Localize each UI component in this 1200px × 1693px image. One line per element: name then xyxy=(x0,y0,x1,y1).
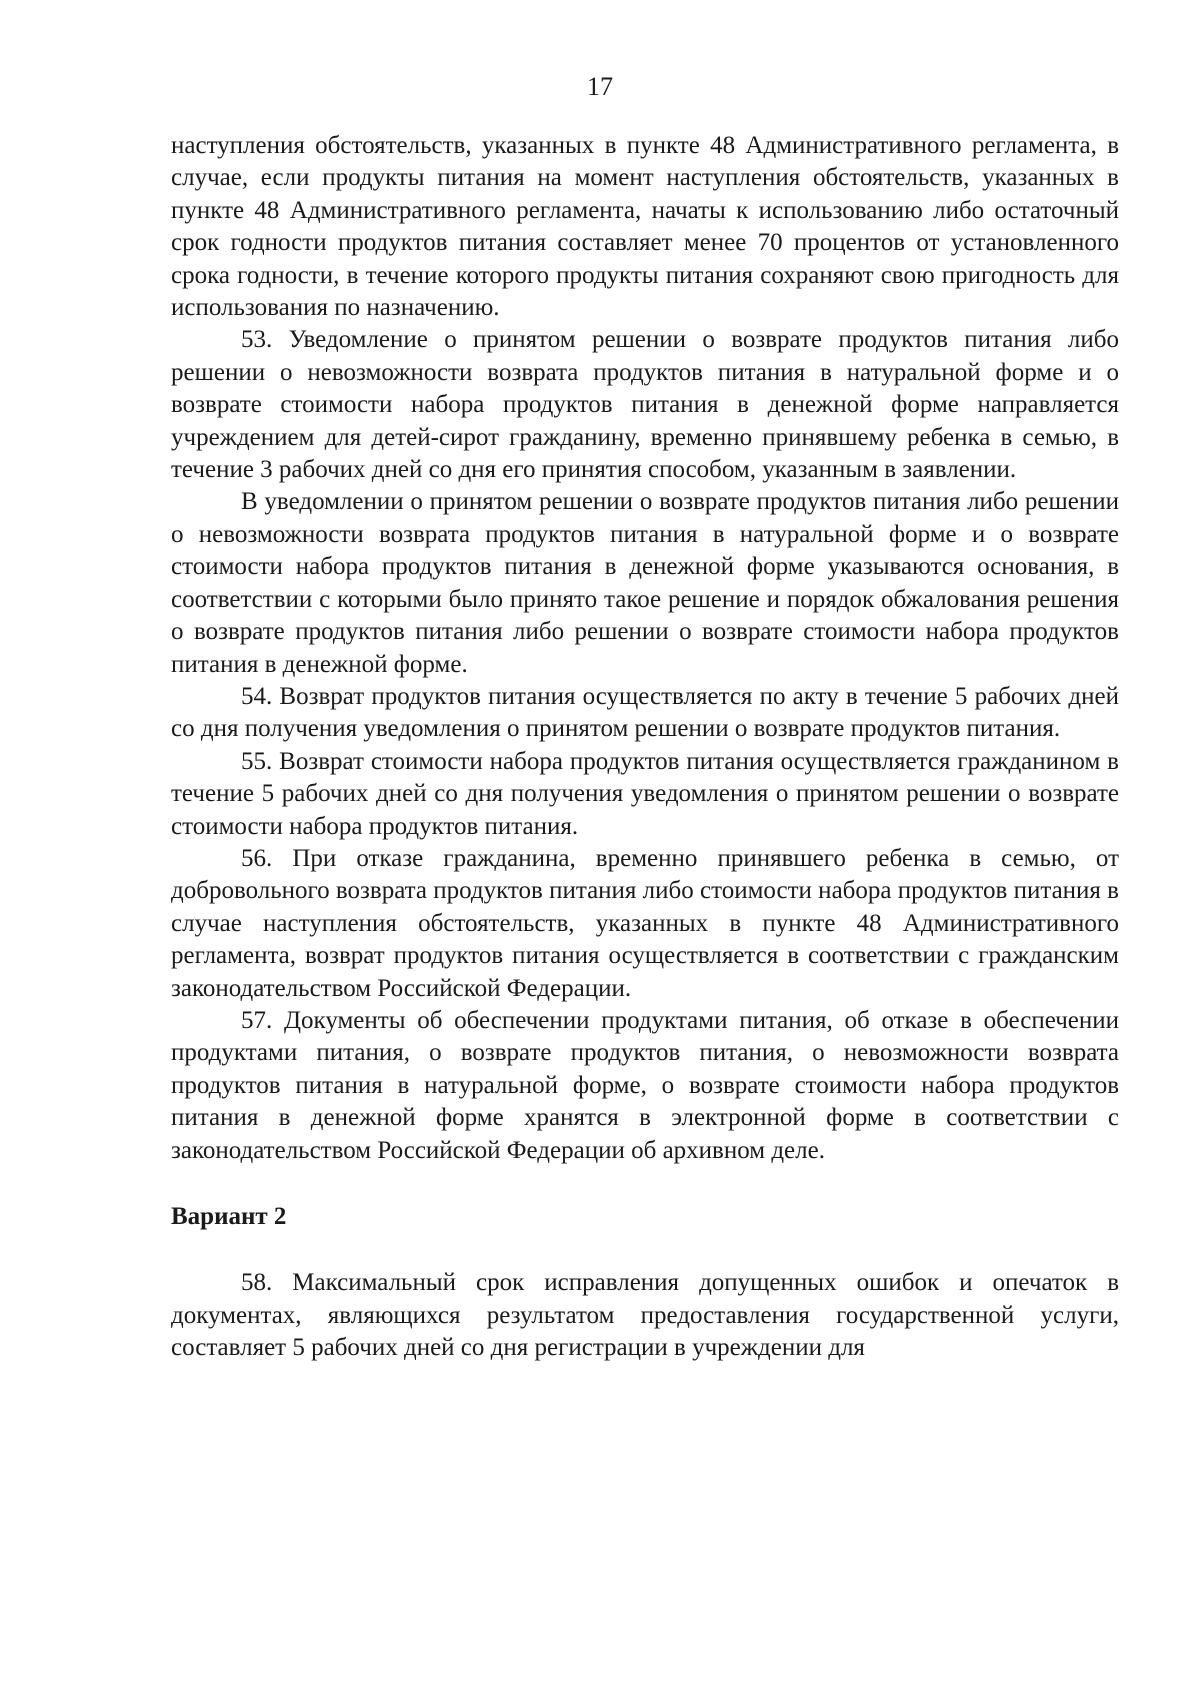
paragraph-56: 56. При отказе гражданина, временно принявшего ребенка в семью, от добровольного возврата продуктов питания либо стоимости набора продуктов питания в случае наступления обстоятельств, указанных в пункте 48 Административного регламента, возврат продуктов питания осуществляется в соответствии с гражданским законодательством Российской Федерации. xyxy=(171,844,1119,1002)
paragraph-53: 53. Уведомление о принятом решении о возврате продуктов питания либо решении о невозможности возврата продуктов питания в натуральной форме и о возврате стоимости набора продуктов питания в денежной форме направляется учреждением для детей-сирот гражданину, временно принявшему ребенка в семью, в течение 3 рабочих дней со дня его принятия способом, указанным в заявлении. xyxy=(171,326,1119,484)
paragraph-54: 54. Возврат продуктов питания осуществляется по акту в течение 5 рабочих дней со дня получения уведомления о принятом решении о возврате продуктов питания. xyxy=(171,682,1119,743)
paragraph-55: 55. Возврат стоимости набора продуктов питания осуществляется гражданином в течение 5 рабочих дней со дня получения уведомления о принятом решении о возврате стоимости набора продуктов питания. xyxy=(171,747,1119,840)
section-heading: Вариант 2 xyxy=(171,1203,287,1230)
paragraph-continuation: наступления обстоятельств, указанных в пункте 48 Административного регламента, в случае, если продукты питания на момент наступления обстоятельств, указанных в пункте 48 Административного регламента, начаты к использованию либо остаточный срок годности продуктов питания составляет менее 70 процентов от установленного срока годности, в течение которого продукты питания сохраняют свою пригодность для использования по назначению. xyxy=(171,132,1119,322)
paragraph-notification-content: В уведомлении о принятом решении о возврате продуктов питания либо решении о невозможности возврата продуктов питания в натуральной форме и о возврате стоимости набора продуктов питания в денежной форме указываются основания, в соответствии с которыми было принято такое решение и порядок обжалования решения о возврате продуктов питания либо решении о возврате стоимости набора продуктов питания в денежной форме. xyxy=(171,488,1119,678)
paragraph-58: 58. Максимальный срок исправления допущенных ошибок и опечаток в документах, являющихся результатом предоставления государственной услуги, составляет 5 рабочих дней со дня регистрации в учреждении для xyxy=(171,1269,1119,1362)
paragraph-57: 57. Документы об обеспечении продуктами питания, об отказе в обеспечении продуктами питания, о возврате продуктов питания, о невозможности возврата продуктов питания в натуральной форме, о возврате стоимости набора продуктов питания в денежной форме хранятся в электронной форме в соответствии с законодательством Российской Федерации об архивном деле. xyxy=(171,1006,1119,1164)
document-body xyxy=(171,130,1119,1365)
page-number: 17 xyxy=(587,72,613,101)
